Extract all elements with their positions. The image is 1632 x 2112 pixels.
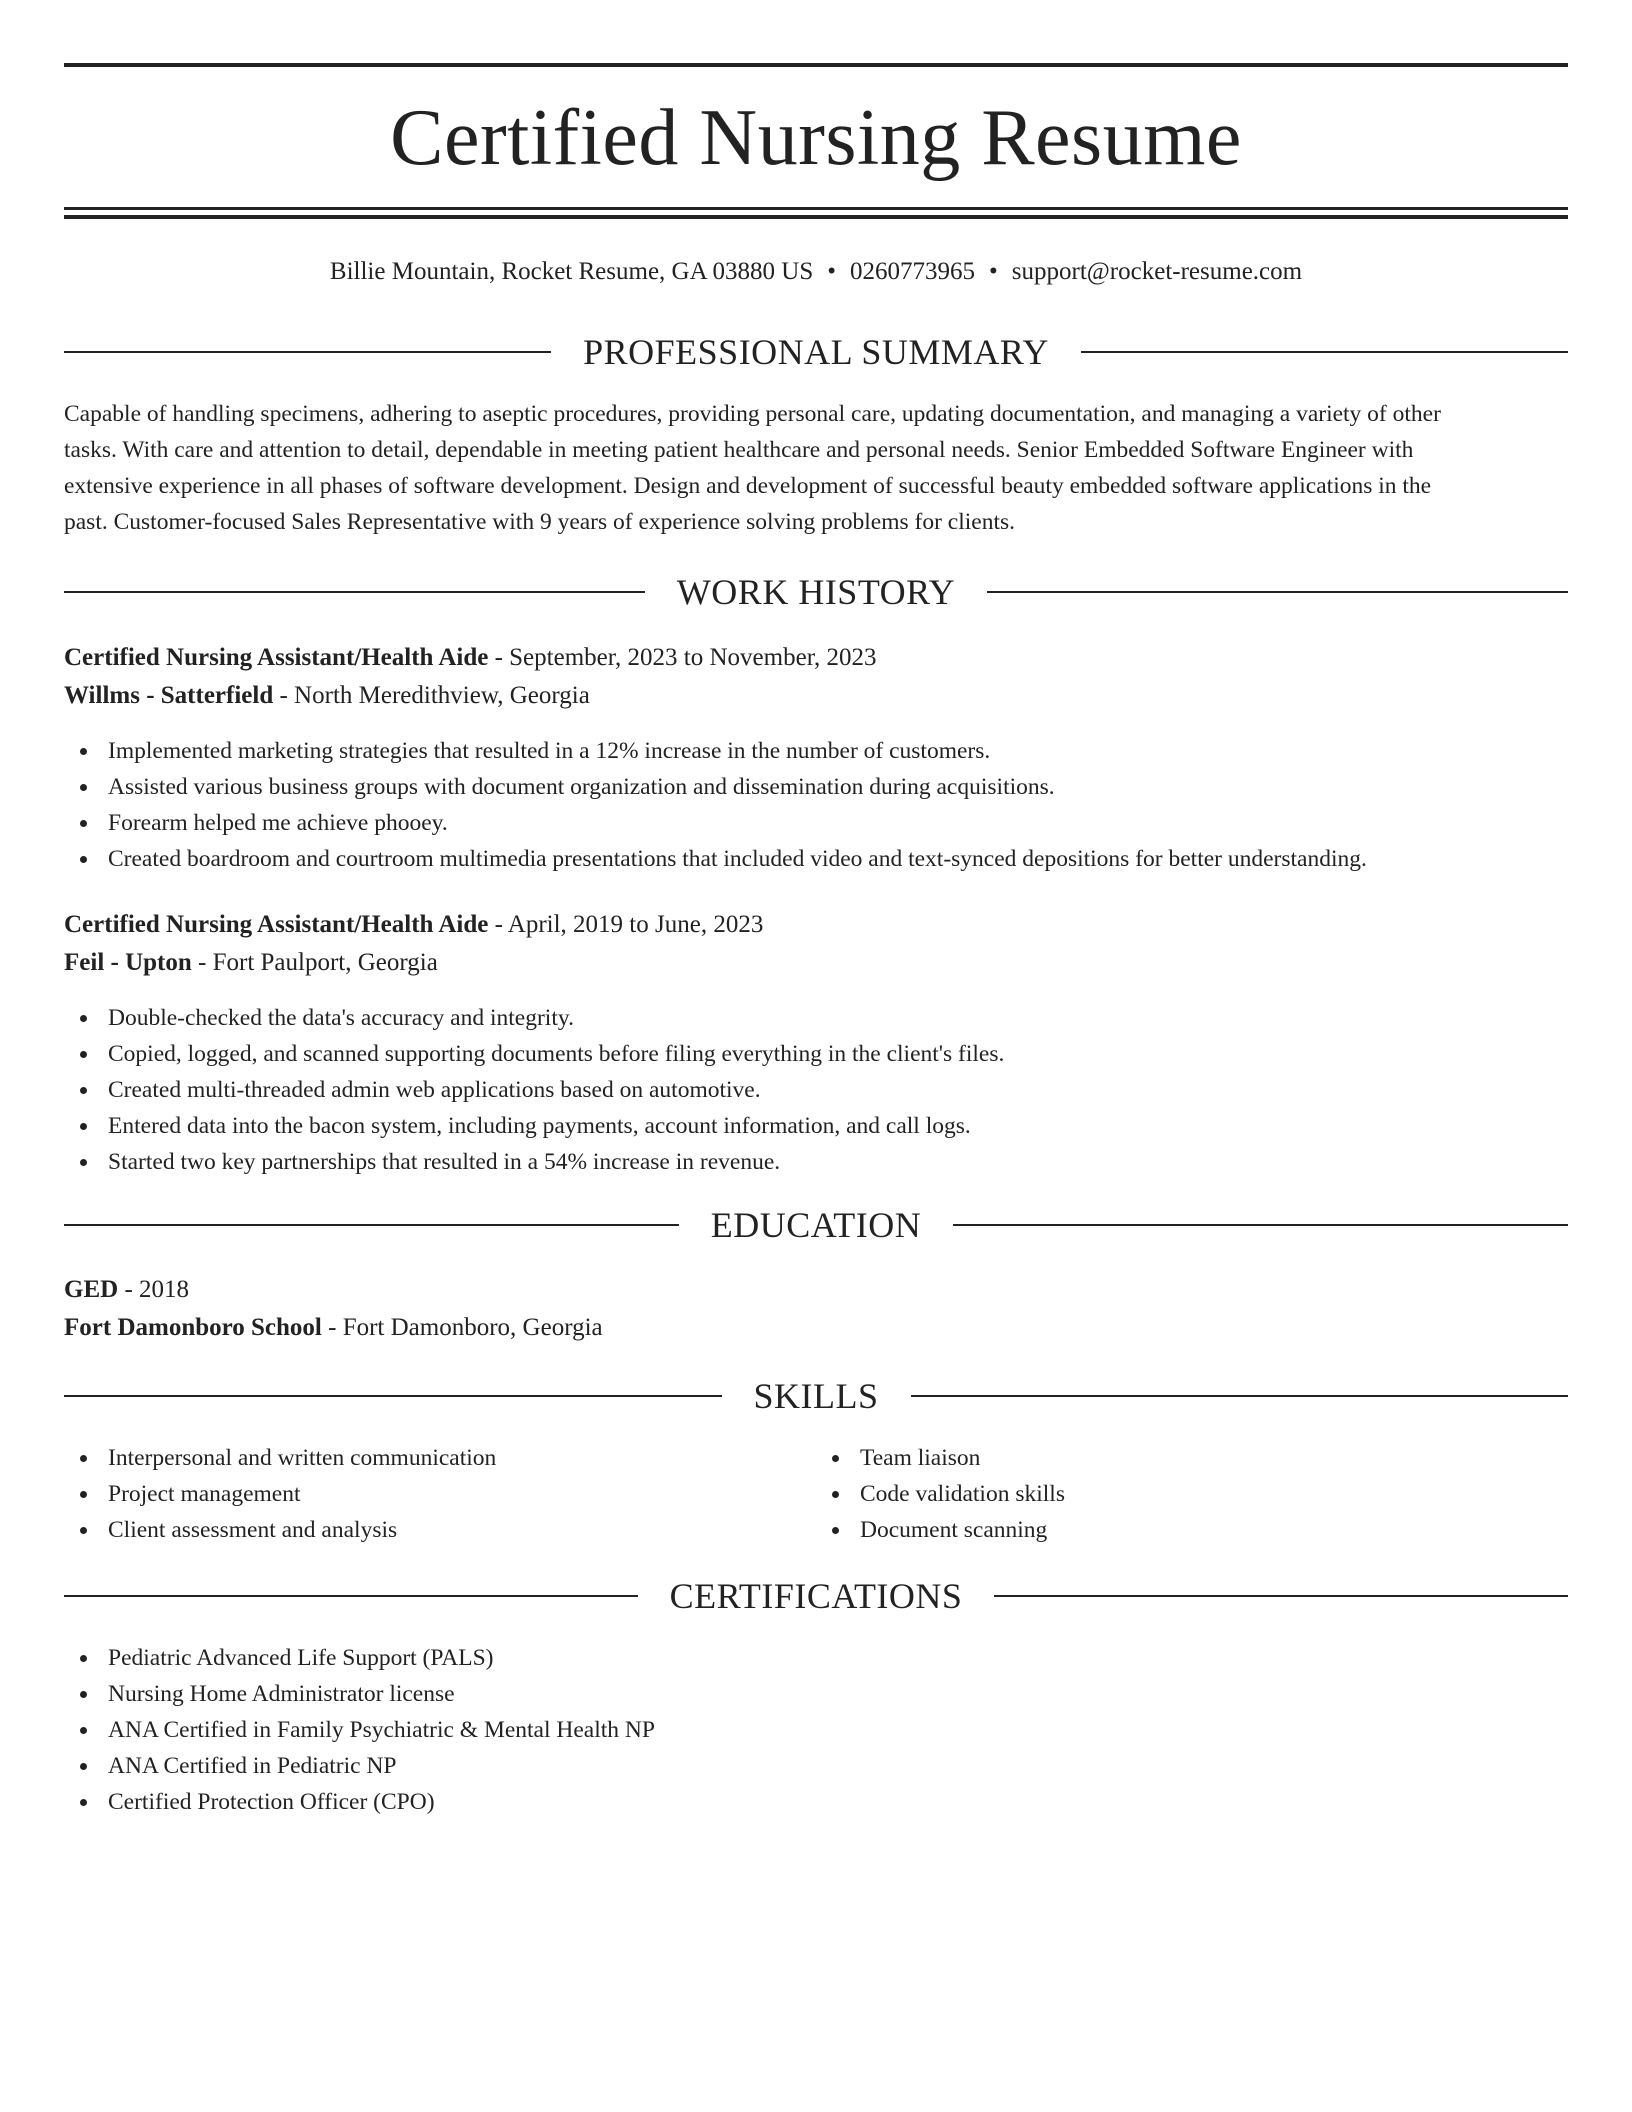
list-item: Certified Protection Officer (CPO) — [64, 1784, 1568, 1820]
school-line — [64, 1309, 1568, 1347]
job-company-line — [64, 944, 1568, 982]
list-item: Double-checked the data's accuracy and integrity. — [64, 1000, 1568, 1036]
heading-rule-left — [64, 1595, 638, 1597]
education-heading — [64, 1201, 1568, 1249]
list-item: Project management — [64, 1476, 816, 1512]
header-rule-thin — [64, 207, 1568, 210]
job-title: Certified Nursing Assistant/Health Aide — [64, 644, 489, 671]
certifications-heading-label: CERTIFICATIONS — [669, 1576, 963, 1616]
job-title: Certified Nursing Assistant/Health Aide — [64, 911, 489, 938]
list-item: Document scanning — [816, 1512, 1568, 1548]
school-name: Fort Damonboro School — [64, 1314, 322, 1341]
contact-address: Billie Mountain, Rocket Resume, GA 03880 US — [329, 258, 814, 285]
school-location: - Fort Damonboro, Georgia — [321, 1314, 603, 1341]
summary-text — [64, 396, 1568, 540]
list-item: Client assessment and analysis — [64, 1512, 816, 1548]
job-entry — [64, 639, 1568, 715]
skills-list — [64, 1440, 1568, 1548]
header-top-rule — [64, 63, 1568, 67]
job-location: - Fort Paulport, Georgia — [191, 949, 438, 976]
work-heading — [64, 568, 1568, 616]
skills-column-left — [64, 1440, 816, 1548]
contact-phone: 0260773965 — [850, 258, 976, 285]
contact-separator: • — [827, 258, 837, 285]
job-location: - North Meredithview, Georgia — [273, 682, 590, 709]
degree-year: - 2018 — [118, 1276, 190, 1303]
summary-heading-label: PROFESSIONAL SUMMARY — [583, 332, 1049, 372]
summary-line: tasks. With care and attention to detail, dependable in meeting patient healthcare and personal needs. Senior Embedded Software Engineer with — [64, 437, 1414, 463]
summary-line: past. Customer-focused Sales Representative with 9 years of experience solving problems for clients. — [64, 509, 1016, 535]
job-company-line — [64, 677, 1568, 715]
list-item: ANA Certified in Pediatric NP — [64, 1748, 1568, 1784]
heading-rule-left — [64, 1224, 679, 1226]
list-item: Implemented marketing strategies that resulted in a 12% increase in the number of customers. — [64, 733, 1568, 769]
resume-title: Certified Nursing Resume — [390, 94, 1242, 182]
list-item: Entered data into the bacon system, including payments, account information, and call logs. — [64, 1108, 1568, 1144]
job-title-line — [64, 906, 1568, 944]
skills-column-right — [816, 1440, 1568, 1548]
skills-heading-label: SKILLS — [753, 1376, 879, 1416]
heading-rule-right — [987, 591, 1568, 593]
heading-rule-right — [994, 1595, 1568, 1597]
heading-rule-left — [64, 591, 645, 593]
list-item: Assisted various business groups with document organization and dissemination during acquisitions. — [64, 769, 1568, 805]
list-item: Copied, logged, and scanned supporting documents before filing everything in the client's files. — [64, 1036, 1568, 1072]
job-company: Willms - Satterfield — [64, 682, 274, 709]
skills-heading — [64, 1372, 1568, 1420]
heading-rule-right — [911, 1395, 1569, 1397]
list-item: Created boardroom and courtroom multimedia presentations that included video and text-synced depositions for better understanding. — [64, 841, 1568, 877]
heading-rule-right — [1081, 351, 1568, 353]
job-company: Feil - Upton — [64, 949, 192, 976]
header-rule-thick — [64, 215, 1568, 219]
heading-rule-right — [953, 1224, 1568, 1226]
contact-line — [64, 252, 1568, 292]
job-bullets — [64, 733, 1568, 877]
list-item: Created multi-threaded admin web applications based on automotive. — [64, 1072, 1568, 1108]
list-item: Pediatric Advanced Life Support (PALS) — [64, 1640, 1568, 1676]
education-entry — [64, 1271, 1568, 1347]
education-heading-label: EDUCATION — [710, 1205, 922, 1245]
certifications-list — [64, 1640, 1568, 1820]
list-item: Interpersonal and written communication — [64, 1440, 816, 1476]
list-item: ANA Certified in Family Psychiatric & Mental Health NP — [64, 1712, 1568, 1748]
summary-line: extensive experience in all phases of software development. Design and development of successful beauty embedded software applications in the — [64, 473, 1432, 499]
contact-email: support@rocket-resume.com — [1011, 258, 1303, 285]
job-entry — [64, 906, 1568, 982]
summary-line: Capable of handling specimens, adhering to aseptic procedures, providing personal care, updating documentation, and managing a variety of other — [64, 401, 1441, 427]
list-item: Started two key partnerships that resulted in a 54% increase in revenue. — [64, 1144, 1568, 1180]
summary-heading — [64, 328, 1568, 376]
heading-rule-left — [64, 351, 551, 353]
job-bullets — [64, 1000, 1568, 1180]
degree: GED — [64, 1276, 119, 1303]
job-title-line — [64, 639, 1568, 677]
contact-separator: • — [989, 258, 998, 285]
degree-line — [64, 1271, 1568, 1309]
certifications-heading — [64, 1572, 1568, 1620]
list-item: Code validation skills — [816, 1476, 1568, 1512]
job-dates: - September, 2023 to November, 2023 — [488, 644, 877, 671]
work-heading-label: WORK HISTORY — [676, 572, 956, 612]
job-dates: - April, 2019 to June, 2023 — [488, 911, 764, 938]
list-item: Forearm helped me achieve phooey. — [64, 805, 1568, 841]
heading-rule-left — [64, 1395, 722, 1397]
list-item: Team liaison — [816, 1440, 1568, 1476]
list-item: Nursing Home Administrator license — [64, 1676, 1568, 1712]
